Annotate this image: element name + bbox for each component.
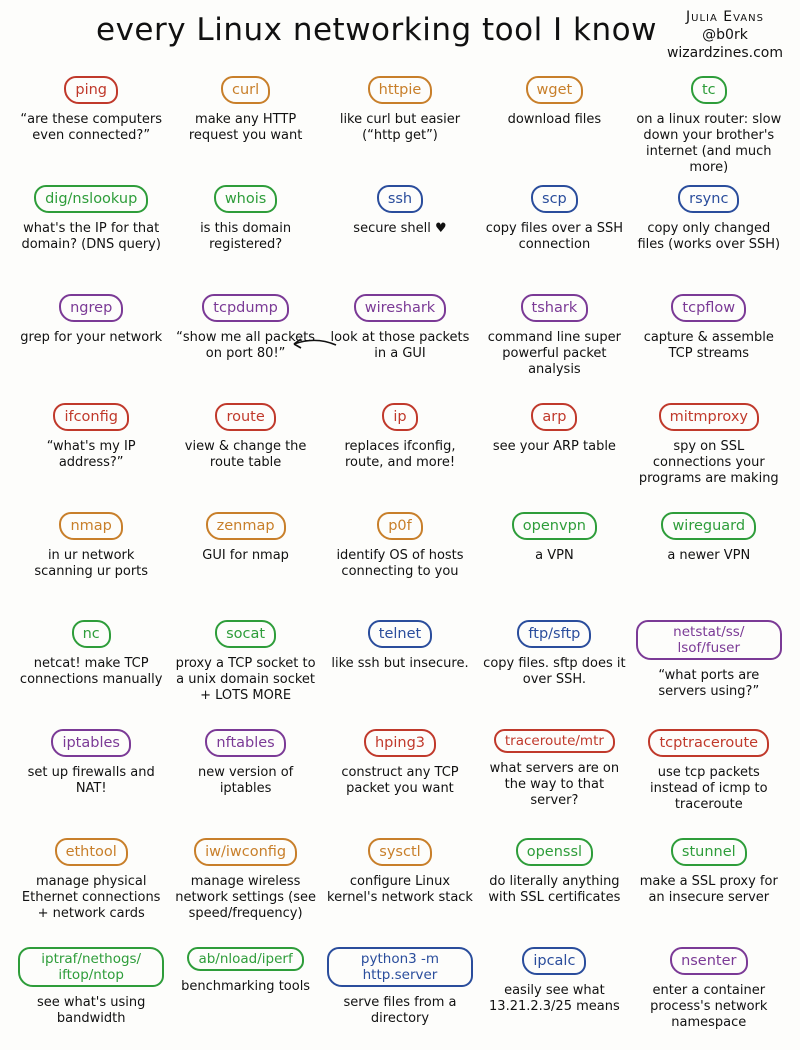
tool-card xyxy=(477,828,631,937)
tool-description: benchmarking tools xyxy=(181,979,311,995)
tool-card xyxy=(168,66,322,175)
tool-card xyxy=(14,502,168,611)
tool-name-tag: rsync xyxy=(678,185,739,213)
tool-name-tag: stunnel xyxy=(671,838,747,866)
tool-name-tag: nmap xyxy=(59,512,122,540)
tool-description: secure shell ♥ xyxy=(353,220,447,236)
tool-name-tag: tc xyxy=(691,76,727,104)
tool-name-tag: ab/nload/iperf xyxy=(187,947,303,971)
tool-name-tag: iptraf/nethogs/ iftop/ntop xyxy=(18,947,164,987)
tool-description: grep for your network xyxy=(20,329,163,345)
tool-name-tag: arp xyxy=(531,403,577,431)
tool-description: copy only changed files (works over SSH) xyxy=(637,220,781,252)
tool-card xyxy=(323,284,477,393)
tool-name-tag: mitmproxy xyxy=(659,403,759,431)
tool-card xyxy=(14,610,168,719)
tool-description: easily see what 13.21.2.3/25 means xyxy=(489,983,620,1015)
tool-card xyxy=(323,719,477,828)
tool-description: spy on SSL connections your programs are making xyxy=(638,438,779,486)
tool-card xyxy=(168,937,322,1046)
tool-name-tag: ping xyxy=(64,76,118,104)
author-name: Julia Evans xyxy=(686,9,764,25)
tool-card xyxy=(632,502,786,611)
tool-name-tag: route xyxy=(215,403,275,431)
tool-description: download files xyxy=(507,112,602,127)
tool-name-tag: ifconfig xyxy=(53,403,129,431)
tool-card xyxy=(323,393,477,502)
tool-card xyxy=(477,937,631,1046)
tool-description: do literally anything with SSL certificates xyxy=(488,874,621,906)
tool-description: view & change the route table xyxy=(184,438,307,470)
tool-card xyxy=(632,610,786,719)
tool-name-tag: iw/iwconfig xyxy=(194,838,297,866)
tool-description: proxy a TCP socket to a unix domain socket + LOTS MORE xyxy=(175,656,316,704)
tool-description: see what's using bandwidth xyxy=(36,995,146,1027)
tool-name-tag: nc xyxy=(72,620,111,648)
tool-card xyxy=(477,175,631,284)
tool-name-tag: tcptraceroute xyxy=(648,729,769,757)
tool-card xyxy=(632,393,786,502)
tool-card xyxy=(632,175,786,284)
tool-card xyxy=(14,719,168,828)
tool-name-tag: nftables xyxy=(205,729,285,757)
tool-card xyxy=(632,828,786,937)
tool-card xyxy=(323,937,477,1046)
tool-name-tag: wget xyxy=(526,76,584,104)
tool-name-tag: ip xyxy=(382,403,417,431)
tool-name-tag: traceroute/mtr xyxy=(494,729,615,753)
tool-description: is this domain registered? xyxy=(200,220,292,252)
tool-name-tag: ethtool xyxy=(55,838,128,866)
tool-description: on a linux router: slow down your brother's internet (and much more) xyxy=(636,112,782,175)
tool-card xyxy=(168,175,322,284)
tool-description: copy files over a SSH connection xyxy=(485,220,624,252)
tool-description: make any HTTP request you want xyxy=(188,112,303,143)
tool-description: “what's my IP address?” xyxy=(46,438,136,470)
tool-card xyxy=(632,284,786,393)
tool-card xyxy=(14,393,168,502)
tool-card xyxy=(323,502,477,611)
tool-description: enter a container process's network namespace xyxy=(650,983,768,1031)
tool-card xyxy=(477,66,631,175)
tool-card xyxy=(14,828,168,937)
tool-card xyxy=(168,502,322,611)
tool-description: like curl but easier (“http get”) xyxy=(339,112,461,143)
tool-name-tag: wireshark xyxy=(354,294,446,322)
tool-card xyxy=(323,175,477,284)
tools-grid xyxy=(14,66,786,1046)
tool-name-tag: ipcalc xyxy=(522,947,586,975)
tool-description: “what ports are servers using?” xyxy=(658,668,760,700)
tool-name-tag: whois xyxy=(214,185,278,213)
tool-card xyxy=(477,502,631,611)
tool-description: construct any TCP packet you want xyxy=(341,765,459,797)
tool-name-tag: ssh xyxy=(377,185,423,213)
tool-card xyxy=(323,610,477,719)
tool-description: identify OS of hosts connecting to you xyxy=(336,547,464,579)
tool-name-tag: zenmap xyxy=(206,512,286,540)
tool-card xyxy=(632,719,786,828)
tool-name-tag: netstat/ss/ lsof/fuser xyxy=(636,620,782,660)
tool-name-tag: ngrep xyxy=(59,294,123,322)
pointer-arrow-icon xyxy=(290,336,338,350)
tool-card xyxy=(14,937,168,1046)
tool-name-tag: ftp/sftp xyxy=(517,620,591,648)
tool-description: “are these computers even connected?” xyxy=(20,112,162,143)
tool-description: a VPN xyxy=(535,547,574,563)
tool-description: in ur network scanning ur ports xyxy=(34,547,149,579)
tool-description: manage physical Ethernet connections + network cards xyxy=(21,874,161,922)
tool-card xyxy=(168,828,322,937)
tool-description: capture & assemble TCP streams xyxy=(643,329,774,361)
tool-description: what servers are on the way to that server? xyxy=(489,761,620,809)
author-credit xyxy=(650,8,800,62)
tool-description: replaces ifconfig, route, and more! xyxy=(344,438,456,470)
tool-name-tag: httpie xyxy=(368,76,433,104)
tool-card xyxy=(323,66,477,175)
tool-name-tag: scp xyxy=(531,185,578,213)
page-title: every Linux networking tool I know xyxy=(96,12,657,48)
tool-description: like ssh but insecure. xyxy=(331,656,469,672)
tool-name-tag: tcpflow xyxy=(671,294,746,322)
tool-card xyxy=(477,610,631,719)
tool-card xyxy=(323,828,477,937)
tool-name-tag: iptables xyxy=(51,729,131,757)
tool-card xyxy=(14,66,168,175)
author-site: wizardzines.com xyxy=(666,45,784,61)
tool-card xyxy=(168,719,322,828)
tool-name-tag: wireguard xyxy=(661,512,756,540)
tool-name-tag: python3 -m http.server xyxy=(327,947,473,987)
tool-name-tag: tcpdump xyxy=(202,294,289,322)
tool-description: configure Linux kernel's network stack xyxy=(327,874,473,906)
tool-description: command line super powerful packet analysis xyxy=(487,329,621,377)
tool-name-tag: hping3 xyxy=(364,729,436,757)
tool-name-tag: dig/nslookup xyxy=(34,185,148,213)
tool-name-tag: sysctl xyxy=(368,838,431,866)
tool-description: what's the IP for that domain? (DNS query) xyxy=(21,220,161,252)
tool-card xyxy=(632,66,786,175)
tool-card xyxy=(14,284,168,393)
tool-card xyxy=(168,610,322,719)
tool-card xyxy=(477,284,631,393)
tool-name-tag: openvpn xyxy=(512,512,597,540)
tool-description: look at those packets in a GUI xyxy=(330,329,470,361)
tool-name-tag: telnet xyxy=(368,620,432,648)
tool-description: “show me all packets on port 80!” xyxy=(176,329,316,361)
tool-description: a newer VPN xyxy=(667,547,751,563)
tool-description: set up firewalls and NAT! xyxy=(27,765,155,797)
tool-name-tag: socat xyxy=(215,620,276,648)
tool-name-tag: tshark xyxy=(521,294,589,322)
tool-description: see your ARP table xyxy=(492,438,616,454)
tool-card xyxy=(632,937,786,1046)
tool-name-tag: nsenter xyxy=(670,947,747,975)
tool-card xyxy=(168,393,322,502)
tool-card xyxy=(477,719,631,828)
tool-description: netcat! make TCP connections manually xyxy=(19,656,163,688)
tool-description: serve files from a directory xyxy=(343,995,457,1027)
tool-card xyxy=(477,393,631,502)
tool-description: make a SSL proxy for an insecure server xyxy=(639,874,778,906)
tool-description: copy files. sftp does it over SSH. xyxy=(483,656,626,688)
tool-description: manage wireless network settings (see speed/frequency) xyxy=(175,874,316,922)
tool-name-tag: openssl xyxy=(516,838,593,866)
tool-card xyxy=(14,175,168,284)
tool-description: GUI for nmap xyxy=(202,547,289,563)
tool-description: new version of iptables xyxy=(197,765,294,797)
tool-name-tag: p0f xyxy=(377,512,423,540)
tool-description: use tcp packets instead of icmp to traceroute xyxy=(649,765,768,813)
tool-name-tag: curl xyxy=(221,76,270,104)
author-handle: @b0rk xyxy=(702,27,748,43)
